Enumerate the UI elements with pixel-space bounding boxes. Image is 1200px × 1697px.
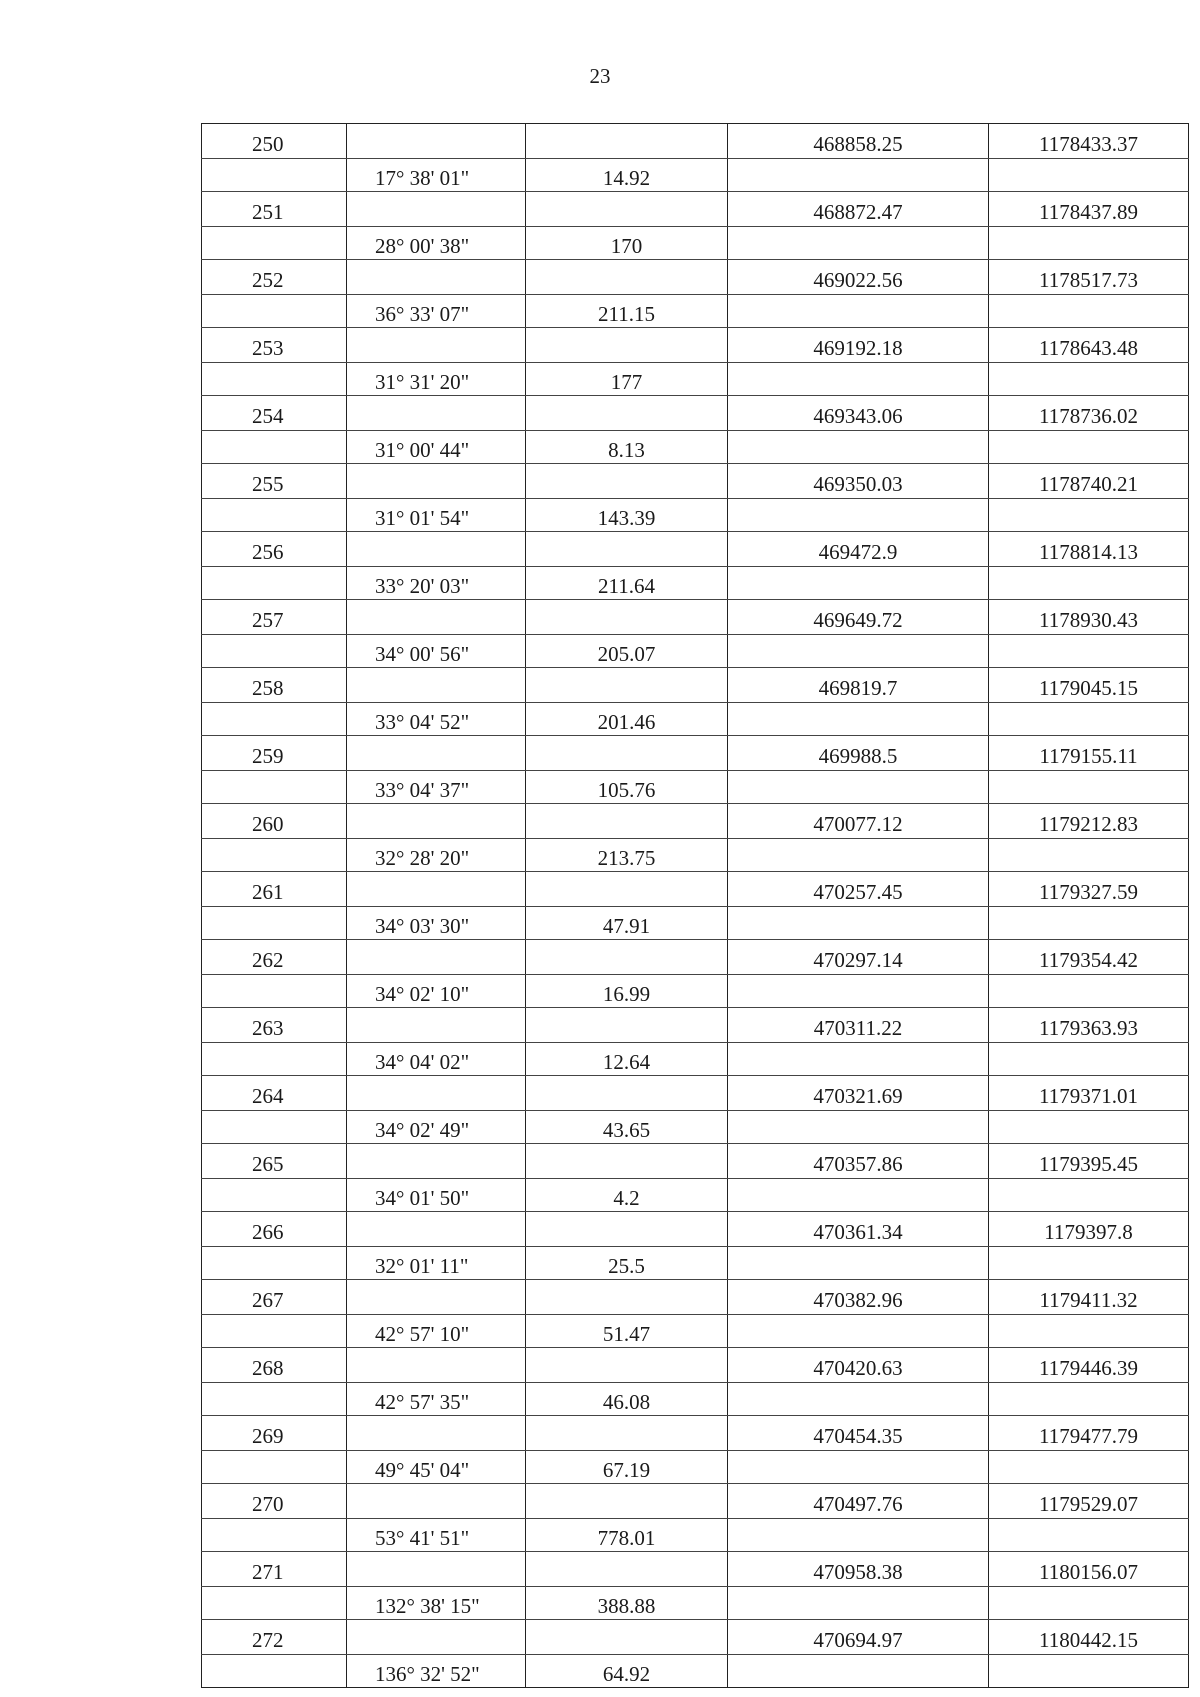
point-id-cell: 257 <box>202 600 347 635</box>
empty-cell <box>989 430 1189 464</box>
northing-cell: 468872.47 <box>728 192 989 227</box>
bearing-cell: 34° 04' 02" <box>347 1042 526 1076</box>
empty-cell <box>728 838 989 872</box>
empty-cell <box>526 1076 728 1111</box>
northing-cell: 469343.06 <box>728 396 989 431</box>
empty-cell <box>347 1552 526 1587</box>
empty-cell <box>347 1076 526 1111</box>
empty-cell <box>526 396 728 431</box>
empty-cell <box>728 702 989 736</box>
distance-cell: 51.47 <box>526 1314 728 1348</box>
empty-cell <box>347 260 526 295</box>
point-id-cell: 272 <box>202 1620 347 1655</box>
empty-cell <box>347 1484 526 1519</box>
empty-cell <box>989 1042 1189 1076</box>
easting-cell: 1179411.32 <box>989 1280 1189 1315</box>
empty-cell <box>728 1314 989 1348</box>
page-number: 23 <box>589 64 611 88</box>
northing-cell: 469022.56 <box>728 260 989 295</box>
segment-row <box>202 1518 1189 1552</box>
empty-cell <box>202 770 347 804</box>
empty-cell <box>989 158 1189 192</box>
point-row <box>202 804 1189 839</box>
empty-cell <box>989 1110 1189 1144</box>
point-id-cell: 253 <box>202 328 347 363</box>
empty-cell <box>728 634 989 668</box>
point-id-cell: 268 <box>202 1348 347 1383</box>
easting-cell: 1178740.21 <box>989 464 1189 499</box>
empty-cell <box>202 838 347 872</box>
northing-cell: 469350.03 <box>728 464 989 499</box>
empty-cell <box>202 226 347 260</box>
distance-cell: 170 <box>526 226 728 260</box>
easting-cell: 1179212.83 <box>989 804 1189 839</box>
segment-row <box>202 634 1189 668</box>
empty-cell <box>347 532 526 567</box>
empty-cell <box>989 634 1189 668</box>
segment-row <box>202 1178 1189 1212</box>
empty-cell <box>989 906 1189 940</box>
empty-cell <box>202 1246 347 1280</box>
northing-cell: 470454.35 <box>728 1416 989 1451</box>
point-id-cell: 251 <box>202 192 347 227</box>
easting-cell: 1179045.15 <box>989 668 1189 703</box>
distance-cell: 64.92 <box>526 1654 728 1688</box>
point-id-cell: 252 <box>202 260 347 295</box>
northing-cell: 470694.97 <box>728 1620 989 1655</box>
segment-row <box>202 566 1189 600</box>
point-row <box>202 124 1189 159</box>
point-id-cell: 269 <box>202 1416 347 1451</box>
empty-cell <box>989 226 1189 260</box>
empty-cell <box>526 192 728 227</box>
bearing-cell: 33° 20' 03" <box>347 566 526 600</box>
segment-row <box>202 1314 1189 1348</box>
empty-cell <box>347 1144 526 1179</box>
point-id-cell: 254 <box>202 396 347 431</box>
point-row <box>202 192 1189 227</box>
point-row <box>202 872 1189 907</box>
point-row <box>202 668 1189 703</box>
empty-cell <box>526 600 728 635</box>
empty-cell <box>989 362 1189 396</box>
bearing-cell: 33° 04' 37" <box>347 770 526 804</box>
segment-row <box>202 1382 1189 1416</box>
distance-cell: 211.64 <box>526 566 728 600</box>
empty-cell <box>347 396 526 431</box>
empty-cell <box>202 1178 347 1212</box>
empty-cell <box>728 1110 989 1144</box>
northing-cell: 470311.22 <box>728 1008 989 1043</box>
distance-cell: 14.92 <box>526 158 728 192</box>
northing-cell: 470257.45 <box>728 872 989 907</box>
point-row <box>202 260 1189 295</box>
bearing-cell: 17° 38' 01" <box>347 158 526 192</box>
empty-cell <box>526 940 728 975</box>
empty-cell <box>728 430 989 464</box>
empty-cell <box>347 872 526 907</box>
bearing-cell: 34° 02' 10" <box>347 974 526 1008</box>
distance-cell: 12.64 <box>526 1042 728 1076</box>
empty-cell <box>526 1144 728 1179</box>
distance-cell: 105.76 <box>526 770 728 804</box>
northing-cell: 469819.7 <box>728 668 989 703</box>
bearing-cell: 49° 45' 04" <box>347 1450 526 1484</box>
point-row <box>202 1620 1189 1655</box>
distance-cell: 201.46 <box>526 702 728 736</box>
empty-cell <box>989 1586 1189 1620</box>
empty-cell <box>526 328 728 363</box>
easting-cell: 1179155.11 <box>989 736 1189 771</box>
empty-cell <box>526 668 728 703</box>
easting-cell: 1179446.39 <box>989 1348 1189 1383</box>
distance-cell: 778.01 <box>526 1518 728 1552</box>
empty-cell <box>989 498 1189 532</box>
distance-cell: 46.08 <box>526 1382 728 1416</box>
segment-row <box>202 770 1189 804</box>
point-row <box>202 532 1189 567</box>
northing-cell: 469192.18 <box>728 328 989 363</box>
empty-cell <box>728 974 989 1008</box>
segment-row <box>202 430 1189 464</box>
northing-cell: 470321.69 <box>728 1076 989 1111</box>
empty-cell <box>202 430 347 464</box>
bearing-cell: 34° 00' 56" <box>347 634 526 668</box>
northing-cell: 470497.76 <box>728 1484 989 1519</box>
segment-row <box>202 1246 1189 1280</box>
coordinates-table-body <box>202 124 1189 1688</box>
empty-cell <box>526 464 728 499</box>
empty-cell <box>989 770 1189 804</box>
point-row <box>202 396 1189 431</box>
distance-cell: 47.91 <box>526 906 728 940</box>
distance-cell: 67.19 <box>526 1450 728 1484</box>
bearing-cell: 31° 01' 54" <box>347 498 526 532</box>
point-id-cell: 271 <box>202 1552 347 1587</box>
empty-cell <box>347 1416 526 1451</box>
easting-cell: 1178643.48 <box>989 328 1189 363</box>
empty-cell <box>202 974 347 1008</box>
point-row <box>202 328 1189 363</box>
distance-cell: 211.15 <box>526 294 728 328</box>
northing-cell: 469472.9 <box>728 532 989 567</box>
easting-cell: 1178930.43 <box>989 600 1189 635</box>
point-id-cell: 260 <box>202 804 347 839</box>
easting-cell: 1178437.89 <box>989 192 1189 227</box>
empty-cell <box>526 1348 728 1383</box>
empty-cell <box>202 1382 347 1416</box>
point-id-cell: 267 <box>202 1280 347 1315</box>
empty-cell <box>728 770 989 804</box>
distance-cell: 43.65 <box>526 1110 728 1144</box>
segment-row <box>202 1586 1189 1620</box>
point-row <box>202 1212 1189 1247</box>
segment-row <box>202 362 1189 396</box>
empty-cell <box>989 1178 1189 1212</box>
point-id-cell: 263 <box>202 1008 347 1043</box>
bearing-cell: 31° 31' 20" <box>347 362 526 396</box>
empty-cell <box>347 124 526 159</box>
empty-cell <box>526 1280 728 1315</box>
empty-cell <box>728 566 989 600</box>
northing-cell: 468858.25 <box>728 124 989 159</box>
empty-cell <box>347 192 526 227</box>
empty-cell <box>989 702 1189 736</box>
point-id-cell: 259 <box>202 736 347 771</box>
empty-cell <box>347 1212 526 1247</box>
segment-row <box>202 838 1189 872</box>
northing-cell: 470361.34 <box>728 1212 989 1247</box>
segment-row <box>202 1654 1189 1688</box>
empty-cell <box>728 1518 989 1552</box>
easting-cell: 1179363.93 <box>989 1008 1189 1043</box>
empty-cell <box>526 1416 728 1451</box>
coordinates-table <box>201 123 1189 1688</box>
empty-cell <box>202 1518 347 1552</box>
empty-cell <box>202 1586 347 1620</box>
northing-cell: 470297.14 <box>728 940 989 975</box>
empty-cell <box>202 566 347 600</box>
segment-row <box>202 294 1189 328</box>
easting-cell: 1179395.45 <box>989 1144 1189 1179</box>
distance-cell: 213.75 <box>526 838 728 872</box>
distance-cell: 177 <box>526 362 728 396</box>
bearing-cell: 33° 04' 52" <box>347 702 526 736</box>
empty-cell <box>347 1620 526 1655</box>
distance-cell: 4.2 <box>526 1178 728 1212</box>
empty-cell <box>347 668 526 703</box>
point-id-cell: 258 <box>202 668 347 703</box>
empty-cell <box>202 1042 347 1076</box>
empty-cell <box>728 1178 989 1212</box>
empty-cell <box>728 1450 989 1484</box>
empty-cell <box>202 158 347 192</box>
point-id-cell: 266 <box>202 1212 347 1247</box>
segment-row <box>202 226 1189 260</box>
point-id-cell: 264 <box>202 1076 347 1111</box>
empty-cell <box>728 1042 989 1076</box>
empty-cell <box>202 362 347 396</box>
empty-cell <box>989 1382 1189 1416</box>
empty-cell <box>347 1280 526 1315</box>
point-id-cell: 262 <box>202 940 347 975</box>
empty-cell <box>989 1314 1189 1348</box>
northing-cell: 470077.12 <box>728 804 989 839</box>
empty-cell <box>202 1654 347 1688</box>
empty-cell <box>202 702 347 736</box>
empty-cell <box>526 1212 728 1247</box>
point-id-cell: 270 <box>202 1484 347 1519</box>
easting-cell: 1179477.79 <box>989 1416 1189 1451</box>
northing-cell: 469649.72 <box>728 600 989 635</box>
bearing-cell: 136° 32' 52" <box>347 1654 526 1688</box>
bearing-cell: 34° 02' 49" <box>347 1110 526 1144</box>
empty-cell <box>526 1484 728 1519</box>
bearing-cell: 32° 28' 20" <box>347 838 526 872</box>
point-row <box>202 1484 1189 1519</box>
point-row <box>202 940 1189 975</box>
point-row <box>202 1008 1189 1043</box>
empty-cell <box>526 1552 728 1587</box>
easting-cell: 1179371.01 <box>989 1076 1189 1111</box>
easting-cell: 1178814.13 <box>989 532 1189 567</box>
bearing-cell: 36° 33' 07" <box>347 294 526 328</box>
bearing-cell: 42° 57' 10" <box>347 1314 526 1348</box>
segment-row <box>202 158 1189 192</box>
bearing-cell: 32° 01' 11" <box>347 1246 526 1280</box>
bearing-cell: 53° 41' 51" <box>347 1518 526 1552</box>
bearing-cell: 42° 57' 35" <box>347 1382 526 1416</box>
empty-cell <box>728 1654 989 1688</box>
empty-cell <box>526 124 728 159</box>
point-id-cell: 261 <box>202 872 347 907</box>
point-row <box>202 1144 1189 1179</box>
point-row <box>202 736 1189 771</box>
empty-cell <box>728 158 989 192</box>
empty-cell <box>989 1518 1189 1552</box>
point-row <box>202 600 1189 635</box>
empty-cell <box>347 804 526 839</box>
empty-cell <box>989 1246 1189 1280</box>
easting-cell: 1178433.37 <box>989 124 1189 159</box>
point-id-cell: 255 <box>202 464 347 499</box>
empty-cell <box>347 600 526 635</box>
segment-row <box>202 702 1189 736</box>
empty-cell <box>202 634 347 668</box>
segment-row <box>202 1110 1189 1144</box>
easting-cell: 1180442.15 <box>989 1620 1189 1655</box>
distance-cell: 143.39 <box>526 498 728 532</box>
empty-cell <box>347 328 526 363</box>
easting-cell: 1178736.02 <box>989 396 1189 431</box>
point-row <box>202 1416 1189 1451</box>
empty-cell <box>728 362 989 396</box>
easting-cell: 1179327.59 <box>989 872 1189 907</box>
easting-cell: 1179397.8 <box>989 1212 1189 1247</box>
bearing-cell: 34° 03' 30" <box>347 906 526 940</box>
distance-cell: 205.07 <box>526 634 728 668</box>
point-row <box>202 1280 1189 1315</box>
bearing-cell: 28° 00' 38" <box>347 226 526 260</box>
empty-cell <box>728 226 989 260</box>
distance-cell: 25.5 <box>526 1246 728 1280</box>
empty-cell <box>989 566 1189 600</box>
empty-cell <box>347 464 526 499</box>
point-row <box>202 464 1189 499</box>
empty-cell <box>728 1382 989 1416</box>
bearing-cell: 31° 00' 44" <box>347 430 526 464</box>
empty-cell <box>526 804 728 839</box>
segment-row <box>202 498 1189 532</box>
empty-cell <box>347 1008 526 1043</box>
northing-cell: 470357.86 <box>728 1144 989 1179</box>
empty-cell <box>526 260 728 295</box>
empty-cell <box>989 974 1189 1008</box>
bearing-cell: 34° 01' 50" <box>347 1178 526 1212</box>
empty-cell <box>526 872 728 907</box>
empty-cell <box>989 1654 1189 1688</box>
easting-cell: 1179354.42 <box>989 940 1189 975</box>
empty-cell <box>202 906 347 940</box>
northing-cell: 470382.96 <box>728 1280 989 1315</box>
distance-cell: 8.13 <box>526 430 728 464</box>
empty-cell <box>728 906 989 940</box>
empty-cell <box>728 1586 989 1620</box>
empty-cell <box>526 736 728 771</box>
empty-cell <box>526 532 728 567</box>
easting-cell: 1180156.07 <box>989 1552 1189 1587</box>
empty-cell <box>347 1348 526 1383</box>
segment-row <box>202 974 1189 1008</box>
distance-cell: 16.99 <box>526 974 728 1008</box>
empty-cell <box>202 1110 347 1144</box>
point-id-cell: 265 <box>202 1144 347 1179</box>
point-id-cell: 250 <box>202 124 347 159</box>
empty-cell <box>728 294 989 328</box>
easting-cell: 1178517.73 <box>989 260 1189 295</box>
empty-cell <box>202 498 347 532</box>
northing-cell: 470420.63 <box>728 1348 989 1383</box>
empty-cell <box>728 498 989 532</box>
segment-row <box>202 906 1189 940</box>
empty-cell <box>347 736 526 771</box>
empty-cell <box>347 940 526 975</box>
empty-cell <box>989 838 1189 872</box>
empty-cell <box>202 1314 347 1348</box>
empty-cell <box>526 1008 728 1043</box>
empty-cell <box>202 294 347 328</box>
point-row <box>202 1552 1189 1587</box>
distance-cell: 388.88 <box>526 1586 728 1620</box>
empty-cell <box>526 1620 728 1655</box>
empty-cell <box>989 1450 1189 1484</box>
northing-cell: 469988.5 <box>728 736 989 771</box>
segment-row <box>202 1042 1189 1076</box>
empty-cell <box>728 1246 989 1280</box>
point-row <box>202 1348 1189 1383</box>
northing-cell: 470958.38 <box>728 1552 989 1587</box>
point-id-cell: 256 <box>202 532 347 567</box>
segment-row <box>202 1450 1189 1484</box>
easting-cell: 1179529.07 <box>989 1484 1189 1519</box>
bearing-cell: 132° 38' 15" <box>347 1586 526 1620</box>
empty-cell <box>989 294 1189 328</box>
empty-cell <box>202 1450 347 1484</box>
point-row <box>202 1076 1189 1111</box>
